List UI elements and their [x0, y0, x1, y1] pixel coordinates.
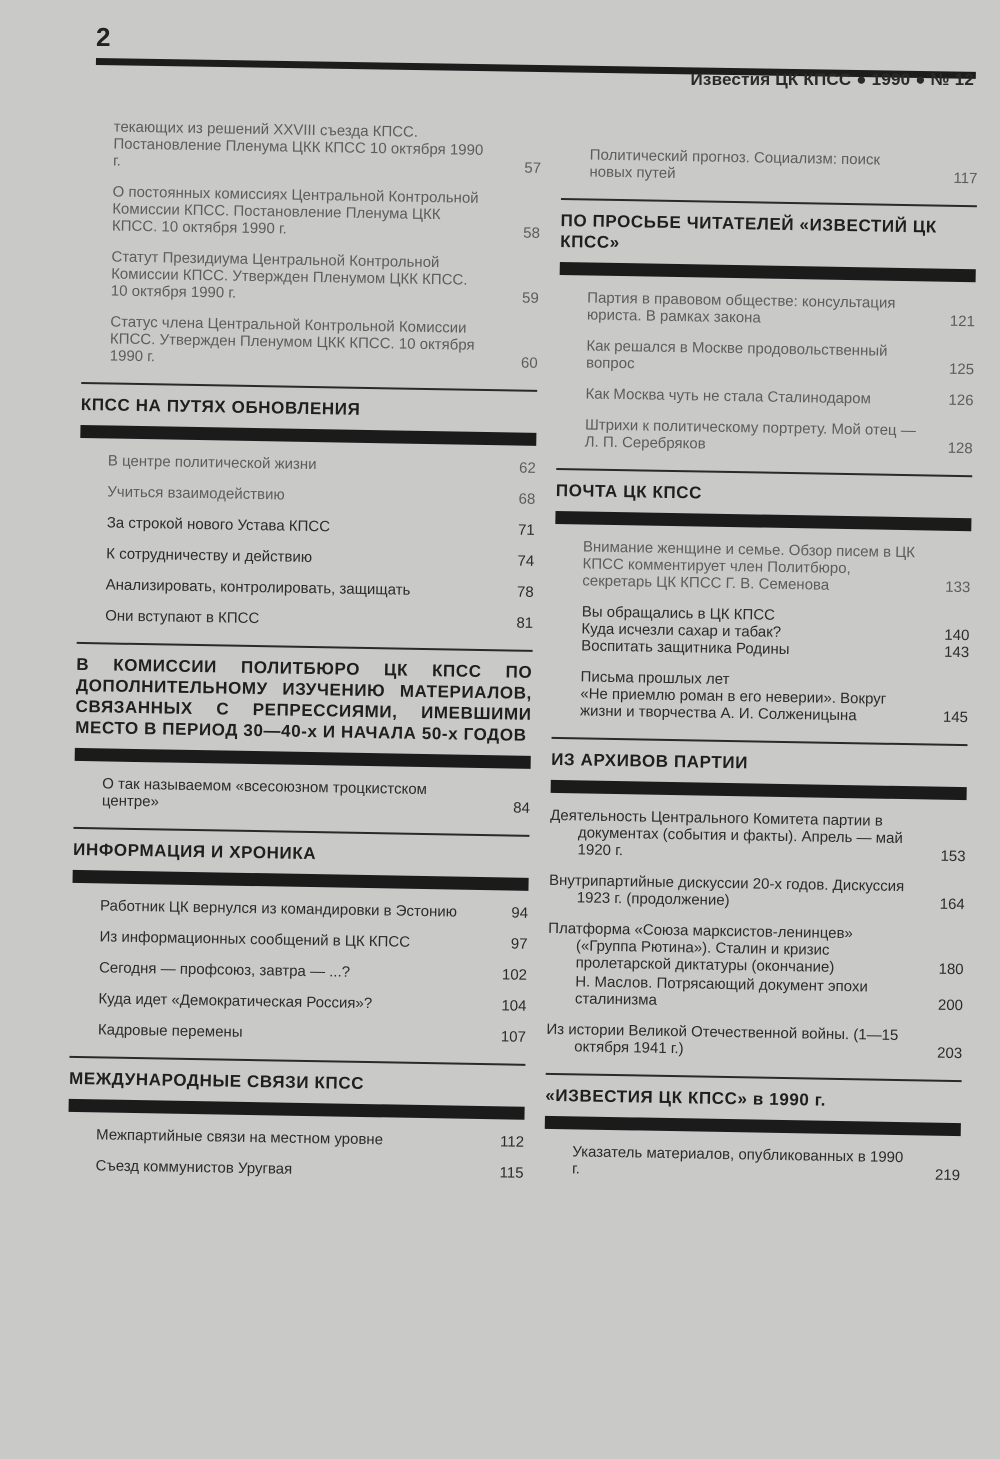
toc-entry[interactable]: текающих из решений XXVIII съезда КПСС. Постановление Пленума ЦКК КПСС 10 октября 1990 г. 57 [112, 118, 542, 177]
toc-entry[interactable]: Межпартийные связи на местном уровне 112 [95, 1126, 525, 1151]
entry-line: «Не приемлю роман в его неверии». Вокруг жизни и творчества А. И. Солженицына [579, 685, 887, 725]
toc-entry[interactable]: Съезд коммунистов Уругвая 115 [95, 1157, 524, 1182]
section-title: В КОМИССИИ ПОЛИТБЮРО ЦК КПСС ПО ДОПОЛНИТЕЛЬНОМУ ИЗУЧЕНИЮ МАТЕРИАЛОВ, СВЯЗАННЫХ С РЕПРЕССИЯМИ, ИМЕВШИМИ МЕСТО В ПЕРИОД 30—40-х И НАЧАЛА 50-х ГОДОВ [75, 654, 533, 745]
toc-entry[interactable]: За строкой нового Устава КПСС 71 [106, 514, 535, 539]
toc-entry[interactable]: Как решался в Москве продовольственный вопрос 125 [585, 337, 975, 379]
section-rule [552, 737, 968, 746]
section-info [70, 827, 530, 1046]
section-rule [556, 468, 972, 477]
toc-entry[interactable]: Н. Маслов. Потрясающий документ эпохи сталинизма 200 [574, 973, 964, 1015]
toc-entry[interactable]: Деятельность Центрального Комитета партии в документах (события и факты). Апрель — май 1920 г. 153 [550, 806, 966, 866]
section-title: ПОЧТА ЦК КПСС [555, 480, 703, 503]
section-rule [69, 1056, 525, 1066]
right-column [544, 140, 978, 1198]
toc-entry[interactable]: Внутрипартийные дискуссии 20-х годов. Дискуссия 1923 г. (продолжение) 164 [548, 871, 965, 914]
section-rule [77, 642, 533, 652]
toc-entry[interactable]: Статут Президиума Центральной Контрольной Комиссии КПСС. Утвержден Пленумом ЦКК КПСС. 10 октября 1990 г. 59 [110, 248, 539, 307]
section-rule [73, 827, 529, 837]
toc-entry[interactable]: Указатель материалов, опубликованных в 1990 г. 219 [571, 1143, 961, 1185]
entry-line: Письма прошлых лет [580, 668, 730, 689]
toc-entry[interactable]: Работник ЦК вернулся из командировки в Эстонию 94 [99, 897, 529, 922]
journal-title: Известия ЦК КПСС ● 1990 ● № 12 [690, 70, 974, 89]
toc-entry[interactable]: Они вступают в КПСС 81 [105, 607, 534, 632]
section-rule [81, 382, 537, 392]
page-number: 2 [96, 22, 111, 52]
section-intl [67, 1056, 525, 1182]
section-rule [546, 1073, 962, 1082]
toc-entry[interactable]: Платформа «Союза марксистов-ленинцев» («Группа Рютина»). Сталин и кризис пролетарской диктатуры (окончание) 180 [548, 919, 964, 979]
entry-line: Куда исчезли сахар и табак? [581, 620, 782, 641]
section-bar [73, 870, 529, 891]
section-archives [546, 737, 967, 1062]
toc-entry[interactable] [553, 603, 970, 661]
section-bar [545, 1116, 961, 1136]
toc-entry[interactable]: Анализировать, контролировать, защищать 78 [105, 576, 534, 601]
toc-entry[interactable]: В центре политической жизни 62 [107, 452, 536, 477]
section-title: КПСС НА ПУТЯХ ОБНОВЛЕНИЯ [80, 394, 361, 419]
section-izvestia [544, 1073, 962, 1184]
toc-entry[interactable]: Из истории Великой Отечественной войны. (1—15 октября 1941 г.) 203 [546, 1020, 963, 1063]
section-title: ПО ПРОСЬБЕ ЧИТАТЕЛЕЙ «ИЗВЕСТИЙ ЦК КПСС» [560, 210, 937, 253]
toc-entry[interactable]: Штрихи к политическому портрету. Мой отец — Л. П. Серебряков 128 [584, 416, 973, 458]
section-commission [74, 642, 533, 817]
section-bar [75, 748, 531, 769]
section-bar [551, 780, 967, 800]
section-title: «ИЗВЕСТИЯ ЦК КПСС» в 1990 г. [545, 1085, 827, 1110]
toc-entry[interactable]: Сегодня — профсоюз, завтра — ...? 102 [98, 959, 528, 984]
section-rule [561, 198, 977, 207]
section-bar [80, 425, 536, 446]
toc-entry[interactable]: Учиться взаимодействию 68 [107, 483, 536, 508]
section-title: ИЗ АРХИВОВ ПАРТИИ [551, 749, 749, 773]
section-bar [555, 511, 971, 531]
section-bar [69, 1099, 525, 1120]
page-ref: 140 [944, 626, 970, 645]
left-top-entries [82, 118, 542, 372]
toc-entry[interactable]: Партия в правовом обществе: консультация юриста. В рамках закона 121 [586, 289, 976, 331]
left-column [67, 110, 542, 1196]
toc-entry[interactable]: Статус члена Центральной Контрольной Комиссии КПСС. Утвержден Пленумом ЦКК КПСС. 10 октября 1990 г. 60 [109, 313, 538, 372]
toc-entry[interactable]: К сотрудничеству и действию 74 [106, 545, 535, 570]
toc-entry[interactable]: Из информационных сообщений в ЦК КПСС 97 [99, 928, 528, 953]
entry-line: Воспитать защитника Родины [581, 637, 790, 659]
section-readers [557, 198, 977, 457]
entry-line: Вы обращались в ЦК КПСС [581, 603, 776, 624]
section-renewal [77, 382, 537, 632]
toc-entry[interactable]: Как Москва чуть не стала Сталинодаром 126 [585, 385, 974, 410]
section-bar [560, 262, 976, 282]
section-title: МЕЖДУНАРОДНЫЕ СВЯЗИ КПСС [68, 1068, 365, 1093]
toc-entry[interactable]: О постоянных комиссиях Центральной Контрольной Комиссии КПСС. Постановление Пленума ЦКК КПСС. 10 октября 1990 г. 58 [111, 183, 541, 242]
toc-entry[interactable]: Письма прошлых лет «Не приемлю роман в его неверии». Вокруг жизни и творчества А. И. Солженицына 145 [579, 668, 969, 727]
toc-entry[interactable]: Внимание женщине и семье. Обзор писем в ЦК КПСС комментирует член Политбюро, секретарь ЦК КПСС Г. В. Семенова 133 [582, 538, 971, 597]
right-top-entries [561, 146, 978, 187]
toc-entry[interactable]: Кадровые перемены 107 [97, 1021, 527, 1046]
section-title: ИНФОРМАЦИЯ И ХРОНИКА [72, 839, 317, 864]
toc-entry[interactable]: Куда идет «Демократическая Россия»? 104 [98, 990, 527, 1015]
section-mail [552, 468, 972, 726]
page-ref: 143 [943, 643, 970, 662]
toc-entry[interactable]: О так называемом «всесоюзном троцкистском центре» 84 [101, 775, 531, 817]
toc-entry[interactable]: Политический прогноз. Социализм: поиск новых путей 117 [589, 146, 978, 188]
